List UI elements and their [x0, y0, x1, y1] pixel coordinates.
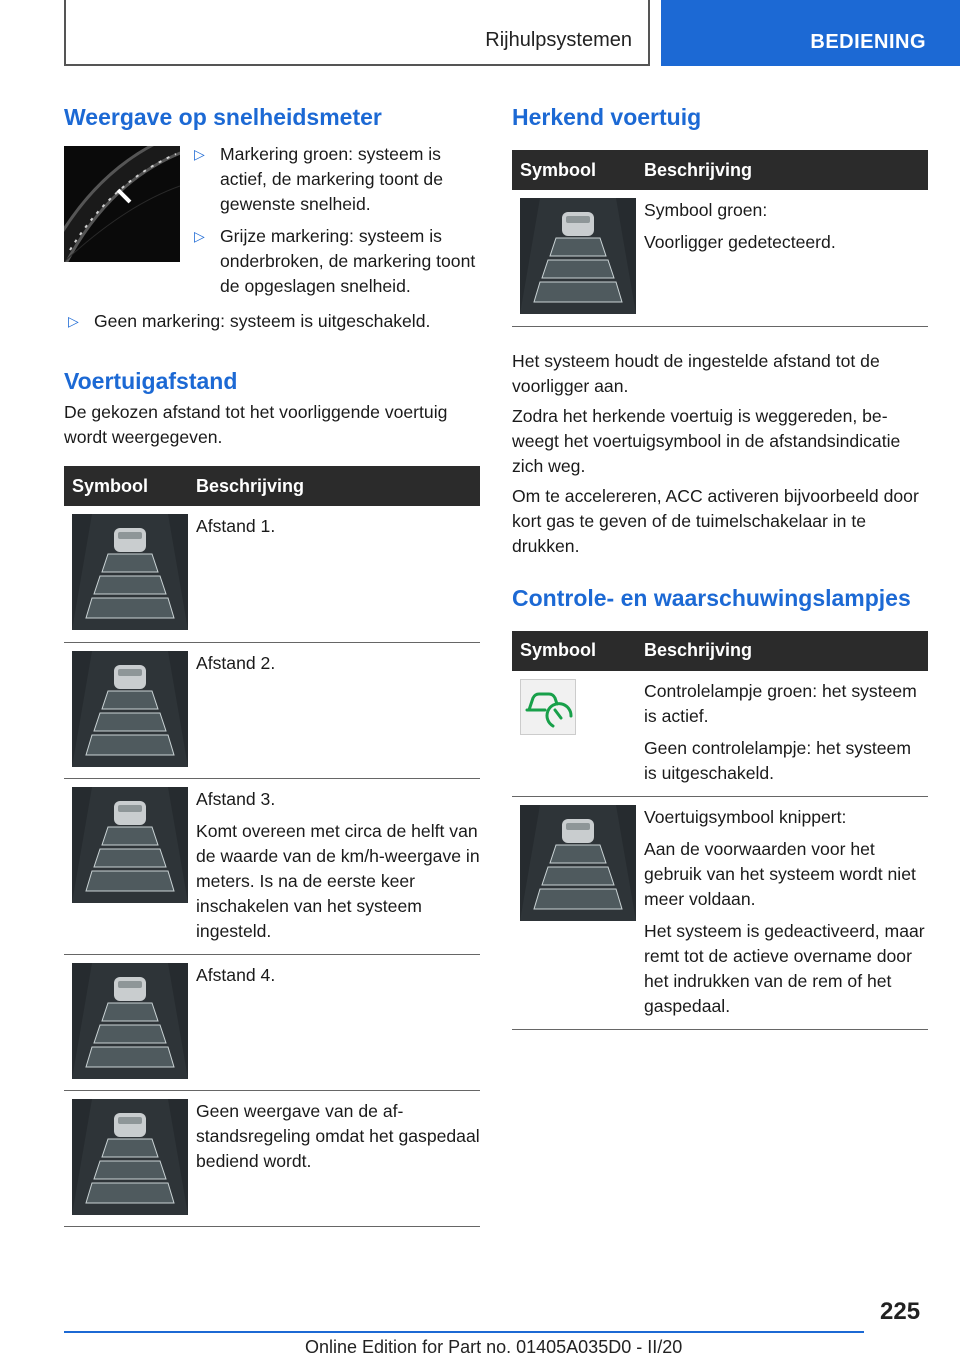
- bullet-triangle-icon: ▷: [68, 313, 79, 329]
- car-distance-image: [72, 514, 188, 630]
- car-svg: [520, 805, 636, 921]
- car-distance-image: [72, 963, 188, 1079]
- header-section-title: Rijhulpsystemen: [485, 29, 632, 51]
- lamps-heading: Controle- en waarschuwingslampjes: [512, 584, 911, 611]
- row-description: Voertuigsymbool knippert:: [644, 806, 847, 827]
- right-column: [512, 100, 928, 1030]
- lamps-table: [512, 631, 928, 1030]
- car-svg: [520, 198, 636, 314]
- distance-heading: Voertuigafstand: [64, 368, 238, 394]
- column-header-description: Beschrijving: [188, 466, 480, 506]
- header-section-box: [64, 0, 650, 66]
- car-distance-image: [72, 1099, 188, 1215]
- row-description: Afstand 1.: [196, 516, 276, 536]
- column-header-symbol: Symbool: [512, 150, 636, 190]
- list-item: [190, 142, 482, 217]
- table-row: [64, 642, 480, 778]
- left-column: [64, 100, 480, 1227]
- table-header-row: [512, 150, 928, 190]
- row-description: Voorligger gedetecteerd.: [644, 232, 836, 252]
- speedo-bullet-list: [190, 142, 482, 306]
- car-distance-image: [72, 651, 188, 767]
- table-row: [64, 954, 480, 1090]
- row-description: Afstand 4.: [196, 964, 276, 985]
- header-chapter-label: BEDIENING: [810, 31, 926, 53]
- body-paragraph: Om te accelereren, ACC activeren bijvoorbeeld door kort gas te geven of de tuimelschakelaar in te drukken.: [512, 485, 919, 556]
- speedo-heading: Weergave op snelheidsmeter: [64, 104, 382, 130]
- car-svg: [72, 514, 188, 630]
- car-svg: [72, 651, 188, 767]
- recognized-heading: Herkend voertuig: [512, 104, 702, 130]
- table-row: [64, 778, 480, 954]
- car-distance-image: [72, 787, 188, 903]
- bullet-triangle-icon: ▷: [194, 146, 205, 162]
- distance-intro: De gekozen afstand tot het voorliggende voertuig wordt weergegeven.: [64, 402, 448, 447]
- list-item: [190, 224, 482, 299]
- table-row: [64, 506, 480, 642]
- row-description: Controlelampje groen: het systeem is actief.: [644, 680, 917, 726]
- header-chapter-tab: [661, 0, 960, 66]
- list-item-text: Geen markering: systeem is uitgeschakeld.: [94, 311, 431, 331]
- table-header-row: [64, 466, 480, 506]
- row-description: Symbool groen:: [644, 200, 768, 220]
- list-item-text: Markering groen: systeem is actief, de markering toont de gewenste snelheid.: [220, 144, 443, 214]
- row-description: Afstand 2.: [196, 652, 276, 673]
- footer-divider: [64, 1331, 864, 1333]
- table-row: [512, 671, 928, 797]
- row-description: Afstand 3.: [196, 788, 276, 809]
- table-header-row: [512, 631, 928, 671]
- row-description: Aan de voorwaarden voor het gebruik van het systeem wordt niet meer voldaan.: [644, 838, 916, 909]
- recognized-paragraphs: [512, 349, 928, 559]
- distance-table: [64, 466, 480, 1227]
- car-svg: [72, 963, 188, 1079]
- list-item-text: Grijze markering: systeem is onderbroken, de markering toont de opgeslagen snelheid.: [220, 226, 476, 296]
- row-description: Geen controlelampje: het systeem is uitgeschakeld.: [644, 737, 911, 783]
- column-header-description: Beschrijving: [636, 631, 928, 671]
- row-description: Komt overeen met circa de helft van de waarde van de km/h-weergave in meters. Is na de eerste keer inschakelen van het systeem ingesteld.: [196, 820, 480, 941]
- body-paragraph: Zodra het herkende voertuig is weggereden, beweegt het voertuigsymbool in de afstandsindicatie zich weg.: [512, 405, 901, 476]
- body-paragraph: Het systeem houdt de ingestelde afstand tot de voorligger aan.: [512, 350, 880, 396]
- car-distance-image: [520, 198, 636, 314]
- column-header-symbol: Symbool: [64, 466, 188, 506]
- page-number: 225: [880, 1298, 921, 1325]
- bullet-triangle-icon: ▷: [194, 228, 205, 244]
- table-row: [512, 190, 928, 326]
- row-description: Het systeem is gedeactiveerd, maar remt tot de actieve overname door het indrukken van de rem of het gaspedaal.: [644, 920, 925, 1016]
- row-description: Geen weergave van de afstandsregeling omdat het gaspedaal bediend wordt.: [196, 1100, 480, 1171]
- car-svg: [72, 1099, 188, 1215]
- column-header-description: Beschrijving: [636, 150, 928, 190]
- column-header-symbol: Symbool: [512, 631, 636, 671]
- speedometer-image: [64, 146, 180, 262]
- list-item: [64, 309, 480, 334]
- recognized-table: [512, 150, 928, 327]
- footer-edition: Online Edition for Part no. 01405A035D0 - II/20: [305, 1337, 683, 1357]
- table-row: [64, 1090, 480, 1226]
- car-distance-image: [520, 805, 636, 921]
- table-row: [512, 796, 928, 1029]
- speedo-block: [64, 146, 480, 314]
- car-svg: [72, 787, 188, 903]
- acc-green-lamp-icon: [520, 679, 576, 735]
